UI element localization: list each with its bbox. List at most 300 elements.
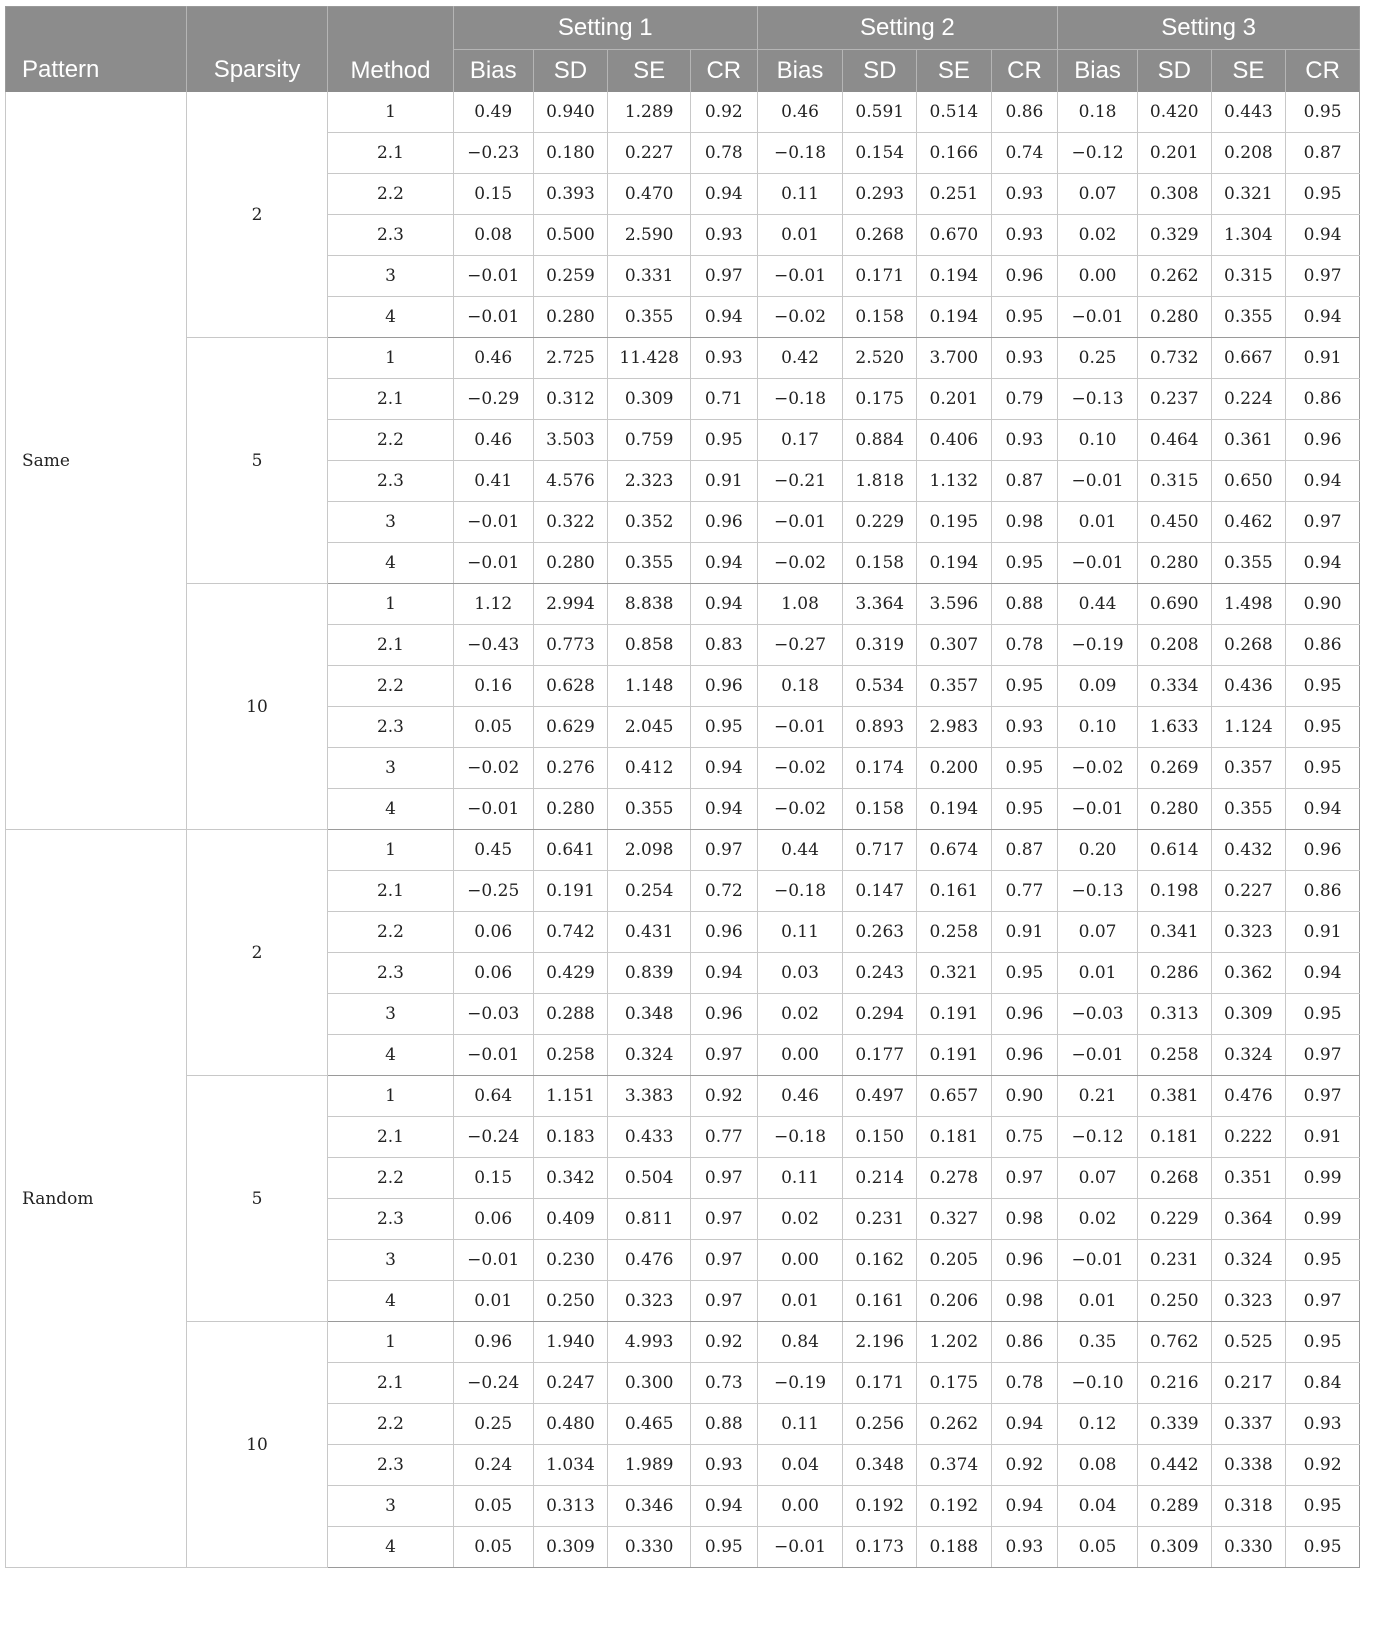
sd-cell: 0.442	[1137, 1445, 1211, 1486]
bias-cell: 0.02	[1058, 215, 1138, 256]
sd-cell: 1.940	[533, 1322, 608, 1363]
cr-cell: 0.78	[691, 133, 758, 174]
cr-cell: 0.92	[1286, 1445, 1360, 1486]
se-cell: 0.181	[917, 1117, 992, 1158]
se-cell: 0.201	[917, 379, 992, 420]
cr-cell: 0.86	[1286, 625, 1360, 666]
se-cell: 2.323	[608, 461, 691, 502]
sd-cell: 0.191	[533, 871, 608, 912]
bias-cell: −0.01	[453, 1240, 533, 1281]
pattern-cell: Random	[6, 830, 187, 1568]
bias-cell: −0.24	[453, 1117, 533, 1158]
cr-cell: 0.93	[991, 420, 1058, 461]
cr-cell: 0.93	[991, 1527, 1058, 1568]
cr-cell: 0.78	[991, 625, 1058, 666]
se-cell: 0.348	[608, 994, 691, 1035]
bias-cell: −0.01	[1058, 1035, 1138, 1076]
method-cell: 4	[328, 1527, 454, 1568]
cr-cell: 0.93	[691, 215, 758, 256]
se-cell: 0.194	[917, 789, 992, 830]
method-cell: 2.1	[328, 625, 454, 666]
bias-cell: −0.13	[1058, 379, 1138, 420]
cr-cell: 0.94	[691, 789, 758, 830]
method-cell: 2.1	[328, 871, 454, 912]
cr-cell: 0.96	[691, 502, 758, 543]
sd-cell: 0.342	[533, 1158, 608, 1199]
sd-cell: 3.503	[533, 420, 608, 461]
se-cell: 0.364	[1211, 1199, 1286, 1240]
cr-cell: 0.98	[991, 1281, 1058, 1322]
sparsity-cell: 2	[186, 92, 327, 338]
bias-cell: 0.01	[453, 1281, 533, 1322]
bias-cell: −0.25	[453, 871, 533, 912]
sd-cell: 0.280	[1137, 789, 1211, 830]
cr-cell: 0.92	[691, 1322, 758, 1363]
sd-cell: 0.309	[533, 1527, 608, 1568]
cr-cell: 0.94	[691, 748, 758, 789]
sd-cell: 2.725	[533, 338, 608, 379]
sd-cell: 3.364	[843, 584, 917, 625]
cr-cell: 0.94	[1286, 789, 1360, 830]
bias-cell: −0.01	[1058, 543, 1138, 584]
bias-cell: 0.06	[453, 912, 533, 953]
bias-cell: 0.07	[1058, 1158, 1138, 1199]
sd-cell: 0.381	[1137, 1076, 1211, 1117]
cr-cell: 0.95	[1286, 92, 1360, 133]
method-cell: 1	[328, 1076, 454, 1117]
table-row	[6, 1076, 1360, 1117]
method-cell: 2.2	[328, 174, 454, 215]
se-cell: 1.989	[608, 1445, 691, 1486]
cr-cell: 0.93	[991, 338, 1058, 379]
cr-cell: 0.95	[991, 543, 1058, 584]
method-cell: 1	[328, 584, 454, 625]
cr-cell: 0.93	[691, 338, 758, 379]
se-cell: 0.251	[917, 174, 992, 215]
cr-cell: 0.96	[991, 256, 1058, 297]
se-cell: 1.289	[608, 92, 691, 133]
bias-cell: 0.02	[757, 1199, 843, 1240]
results-table	[5, 6, 1360, 1568]
cr-cell: 0.96	[991, 994, 1058, 1035]
cr-cell: 0.99	[1286, 1199, 1360, 1240]
sd-cell: 0.183	[533, 1117, 608, 1158]
se-cell: 0.759	[608, 420, 691, 461]
bias-cell: −0.02	[757, 297, 843, 338]
method-cell: 2.1	[328, 379, 454, 420]
cr-cell: 0.95	[991, 297, 1058, 338]
cr-cell: 0.96	[991, 1240, 1058, 1281]
cr-cell: 0.90	[991, 1076, 1058, 1117]
sd-cell: 0.464	[1137, 420, 1211, 461]
se-cell: 0.355	[1211, 297, 1286, 338]
bias-cell: 1.12	[453, 584, 533, 625]
cr-cell: 0.95	[1286, 174, 1360, 215]
bias-cell: −0.01	[1058, 789, 1138, 830]
sd-cell: 0.229	[1137, 1199, 1211, 1240]
cr-cell: 0.92	[691, 92, 758, 133]
se-cell: 0.839	[608, 953, 691, 994]
se-cell: 0.331	[608, 256, 691, 297]
sd-cell: 0.312	[533, 379, 608, 420]
cr-cell: 0.83	[691, 625, 758, 666]
cr-cell: 0.94	[691, 584, 758, 625]
se-cell: 0.258	[917, 912, 992, 953]
bias-cell: −0.01	[757, 256, 843, 297]
se-cell: 0.254	[608, 871, 691, 912]
bias-cell: 0.24	[453, 1445, 533, 1486]
bias-cell: −0.02	[757, 789, 843, 830]
cr-cell: 0.94	[1286, 297, 1360, 338]
se-cell: 0.175	[917, 1363, 992, 1404]
setting-3-header: Setting 3	[1058, 7, 1360, 50]
sd-cell: 0.230	[533, 1240, 608, 1281]
cr-cell: 0.98	[991, 502, 1058, 543]
method-cell: 3	[328, 256, 454, 297]
se-cell: 0.324	[608, 1035, 691, 1076]
sd-cell: 0.420	[1137, 92, 1211, 133]
cr-cell: 0.94	[691, 297, 758, 338]
bias-cell: 0.10	[1058, 707, 1138, 748]
se-header: SE	[1211, 50, 1286, 93]
bias-header: Bias	[757, 50, 843, 93]
bias-cell: −0.02	[1058, 748, 1138, 789]
method-cell: 2.1	[328, 1363, 454, 1404]
method-cell: 4	[328, 297, 454, 338]
bias-cell: 0.05	[1058, 1527, 1138, 1568]
bias-cell: −0.01	[453, 789, 533, 830]
bias-cell: −0.01	[453, 502, 533, 543]
bias-cell: −0.02	[453, 748, 533, 789]
bias-cell: −0.01	[757, 707, 843, 748]
sd-cell: 0.262	[1137, 256, 1211, 297]
bias-cell: 0.05	[453, 1486, 533, 1527]
cr-cell: 0.75	[991, 1117, 1058, 1158]
bias-cell: 0.46	[453, 338, 533, 379]
se-cell: 0.191	[917, 994, 992, 1035]
bias-cell: −0.01	[1058, 1240, 1138, 1281]
sd-cell: 0.268	[843, 215, 917, 256]
se-cell: 0.321	[1211, 174, 1286, 215]
cr-cell: 0.93	[991, 215, 1058, 256]
sd-cell: 0.158	[843, 543, 917, 584]
se-cell: 0.166	[917, 133, 992, 174]
cr-cell: 0.73	[691, 1363, 758, 1404]
bias-cell: 0.01	[757, 1281, 843, 1322]
se-cell: 11.428	[608, 338, 691, 379]
method-cell: 4	[328, 1281, 454, 1322]
bias-cell: 0.05	[453, 1527, 533, 1568]
sd-cell: 0.591	[843, 92, 917, 133]
sd-cell: 0.322	[533, 502, 608, 543]
bias-cell: −0.29	[453, 379, 533, 420]
bias-cell: −0.03	[1058, 994, 1138, 1035]
method-cell: 4	[328, 789, 454, 830]
se-cell: 0.338	[1211, 1445, 1286, 1486]
sd-cell: 0.629	[533, 707, 608, 748]
sd-cell: 0.773	[533, 625, 608, 666]
setting-2-header: Setting 2	[757, 7, 1058, 50]
bias-cell: 0.06	[453, 1199, 533, 1240]
bias-cell: 0.46	[453, 420, 533, 461]
sd-cell: 0.614	[1137, 830, 1211, 871]
header-spacer	[328, 7, 454, 50]
method-cell: 2.2	[328, 912, 454, 953]
bias-cell: −0.12	[1058, 1117, 1138, 1158]
sd-cell: 0.742	[533, 912, 608, 953]
sd-cell: 0.231	[1137, 1240, 1211, 1281]
sd-cell: 1.151	[533, 1076, 608, 1117]
bias-cell: 0.35	[1058, 1322, 1138, 1363]
cr-cell: 0.95	[991, 789, 1058, 830]
sd-cell: 2.196	[843, 1322, 917, 1363]
bias-cell: 0.44	[757, 830, 843, 871]
cr-cell: 0.95	[991, 748, 1058, 789]
sd-cell: 1.034	[533, 1445, 608, 1486]
cr-cell: 0.95	[1286, 1240, 1360, 1281]
sd-cell: 0.201	[1137, 133, 1211, 174]
sd-header: SD	[533, 50, 608, 93]
cr-cell: 0.91	[1286, 912, 1360, 953]
se-cell: 0.309	[1211, 994, 1286, 1035]
se-cell: 3.700	[917, 338, 992, 379]
bias-cell: 0.25	[1058, 338, 1138, 379]
se-cell: 0.307	[917, 625, 992, 666]
bias-cell: 0.49	[453, 92, 533, 133]
bias-cell: 0.46	[757, 92, 843, 133]
cr-cell: 0.95	[1286, 748, 1360, 789]
cr-cell: 0.95	[691, 707, 758, 748]
bias-cell: 0.11	[757, 1158, 843, 1199]
bias-cell: 0.05	[453, 707, 533, 748]
bias-cell: 0.00	[757, 1240, 843, 1281]
cr-cell: 0.95	[1286, 1527, 1360, 1568]
se-cell: 0.361	[1211, 420, 1286, 461]
sd-cell: 0.237	[1137, 379, 1211, 420]
se-cell: 0.412	[608, 748, 691, 789]
table-row	[6, 1322, 1360, 1363]
bias-cell: 0.00	[757, 1486, 843, 1527]
table-row	[6, 830, 1360, 871]
sd-cell: 0.258	[1137, 1035, 1211, 1076]
se-cell: 0.191	[917, 1035, 992, 1076]
cr-cell: 0.88	[991, 584, 1058, 625]
bias-cell: 0.08	[1058, 1445, 1138, 1486]
se-cell: 4.993	[608, 1322, 691, 1363]
se-cell: 3.596	[917, 584, 992, 625]
se-cell: 0.161	[917, 871, 992, 912]
se-cell: 0.858	[608, 625, 691, 666]
method-header: Method	[328, 50, 454, 93]
bias-cell: −0.24	[453, 1363, 533, 1404]
se-cell: 2.098	[608, 830, 691, 871]
sd-cell: 0.313	[1137, 994, 1211, 1035]
cr-cell: 0.94	[991, 1404, 1058, 1445]
cr-cell: 0.84	[1286, 1363, 1360, 1404]
bias-cell: 0.02	[1058, 1199, 1138, 1240]
cr-cell: 0.96	[1286, 830, 1360, 871]
cr-cell: 0.94	[1286, 215, 1360, 256]
sd-cell: 0.177	[843, 1035, 917, 1076]
sparsity-header: Sparsity	[186, 7, 327, 93]
bias-cell: 0.08	[453, 215, 533, 256]
sd-header: SD	[1137, 50, 1211, 93]
sd-cell: 0.162	[843, 1240, 917, 1281]
cr-cell: 0.97	[1286, 1076, 1360, 1117]
bias-cell: −0.18	[757, 871, 843, 912]
sd-cell: 0.339	[1137, 1404, 1211, 1445]
sd-cell: 0.256	[843, 1404, 917, 1445]
sd-cell: 0.154	[843, 133, 917, 174]
se-cell: 0.337	[1211, 1404, 1286, 1445]
cr-cell: 0.94	[691, 174, 758, 215]
bias-cell: −0.01	[1058, 297, 1138, 338]
se-cell: 0.431	[608, 912, 691, 953]
sd-cell: 0.280	[1137, 297, 1211, 338]
se-cell: 1.304	[1211, 215, 1286, 256]
sd-cell: 0.181	[1137, 1117, 1211, 1158]
sd-cell: 0.171	[843, 1363, 917, 1404]
bias-cell: −0.02	[757, 543, 843, 584]
bias-cell: 0.10	[1058, 420, 1138, 461]
se-cell: 0.194	[917, 297, 992, 338]
sd-cell: 0.147	[843, 871, 917, 912]
se-cell: 2.590	[608, 215, 691, 256]
se-cell: 0.205	[917, 1240, 992, 1281]
sparsity-cell: 10	[186, 584, 327, 830]
bias-cell: −0.21	[757, 461, 843, 502]
cr-cell: 0.94	[691, 953, 758, 994]
sd-cell: 0.286	[1137, 953, 1211, 994]
sd-cell: 4.576	[533, 461, 608, 502]
cr-cell: 0.97	[691, 1240, 758, 1281]
method-cell: 2.3	[328, 953, 454, 994]
se-cell: 0.200	[917, 748, 992, 789]
cr-cell: 0.95	[691, 420, 758, 461]
cr-cell: 0.91	[1286, 1117, 1360, 1158]
bias-cell: 0.02	[757, 994, 843, 1035]
se-cell: 0.224	[1211, 379, 1286, 420]
sd-cell: 0.250	[533, 1281, 608, 1322]
bias-cell: 0.44	[1058, 584, 1138, 625]
sd-cell: 0.263	[843, 912, 917, 953]
se-header: SE	[608, 50, 691, 93]
sd-cell: 0.732	[1137, 338, 1211, 379]
cr-cell: 0.95	[1286, 666, 1360, 707]
table-row	[6, 584, 1360, 625]
bias-cell: 0.64	[453, 1076, 533, 1117]
bias-cell: −0.19	[1058, 625, 1138, 666]
table-header	[6, 7, 1360, 93]
cr-header: CR	[991, 50, 1058, 93]
sd-cell: 0.313	[533, 1486, 608, 1527]
bias-cell: −0.18	[757, 133, 843, 174]
sd-cell: 2.520	[843, 338, 917, 379]
se-cell: 0.222	[1211, 1117, 1286, 1158]
bias-cell: −0.01	[453, 256, 533, 297]
sd-cell: 0.268	[1137, 1158, 1211, 1199]
se-cell: 0.352	[608, 502, 691, 543]
method-cell: 3	[328, 748, 454, 789]
cr-cell: 0.92	[691, 1076, 758, 1117]
method-cell: 2.3	[328, 461, 454, 502]
sd-cell: 0.500	[533, 215, 608, 256]
cr-cell: 0.98	[991, 1199, 1058, 1240]
se-cell: 8.838	[608, 584, 691, 625]
se-cell: 0.667	[1211, 338, 1286, 379]
cr-cell: 0.97	[691, 1035, 758, 1076]
cr-cell: 0.97	[1286, 502, 1360, 543]
cr-cell: 0.77	[691, 1117, 758, 1158]
bias-cell: 0.20	[1058, 830, 1138, 871]
bias-cell: 0.01	[1058, 502, 1138, 543]
se-cell: 0.514	[917, 92, 992, 133]
bias-cell: 0.41	[453, 461, 533, 502]
setting-1-header: Setting 1	[453, 7, 757, 50]
sd-cell: 0.198	[1137, 871, 1211, 912]
bias-cell: −0.23	[453, 133, 533, 174]
se-cell: 0.504	[608, 1158, 691, 1199]
cr-cell: 0.91	[991, 912, 1058, 953]
se-cell: 0.330	[1211, 1527, 1286, 1568]
sd-cell: 0.216	[1137, 1363, 1211, 1404]
sd-cell: 0.161	[843, 1281, 917, 1322]
se-cell: 1.124	[1211, 707, 1286, 748]
bias-cell: 0.00	[1058, 256, 1138, 297]
bias-cell: 0.06	[453, 953, 533, 994]
se-cell: 0.355	[1211, 789, 1286, 830]
sd-cell: 0.628	[533, 666, 608, 707]
se-cell: 0.227	[608, 133, 691, 174]
se-cell: 0.262	[917, 1404, 992, 1445]
cr-cell: 0.97	[691, 1158, 758, 1199]
sd-cell: 0.214	[843, 1158, 917, 1199]
cr-cell: 0.97	[1286, 1035, 1360, 1076]
cr-cell: 0.78	[991, 1363, 1058, 1404]
bias-cell: 0.84	[757, 1322, 843, 1363]
cr-cell: 0.94	[991, 1486, 1058, 1527]
se-cell: 0.324	[1211, 1240, 1286, 1281]
sd-cell: 0.280	[533, 789, 608, 830]
sd-cell: 0.393	[533, 174, 608, 215]
method-cell: 2.3	[328, 1199, 454, 1240]
sd-cell: 0.158	[843, 297, 917, 338]
sd-cell: 0.208	[1137, 625, 1211, 666]
sd-cell: 0.497	[843, 1076, 917, 1117]
se-cell: 0.443	[1211, 92, 1286, 133]
bias-header: Bias	[1058, 50, 1138, 93]
sd-cell: 0.258	[533, 1035, 608, 1076]
sd-cell: 0.280	[1137, 543, 1211, 584]
sd-cell: 0.893	[843, 707, 917, 748]
sd-cell: 0.289	[1137, 1486, 1211, 1527]
se-header: SE	[917, 50, 992, 93]
sd-cell: 0.294	[843, 994, 917, 1035]
sd-cell: 0.940	[533, 92, 608, 133]
sd-cell: 0.717	[843, 830, 917, 871]
cr-cell: 0.95	[691, 1527, 758, 1568]
cr-cell: 0.94	[1286, 543, 1360, 584]
bias-cell: 0.07	[1058, 174, 1138, 215]
se-cell: 0.470	[608, 174, 691, 215]
cr-cell: 0.97	[1286, 1281, 1360, 1322]
sd-cell: 1.818	[843, 461, 917, 502]
cr-cell: 0.93	[691, 1445, 758, 1486]
cr-cell: 0.93	[1286, 1404, 1360, 1445]
se-cell: 1.132	[917, 461, 992, 502]
cr-cell: 0.94	[1286, 461, 1360, 502]
se-cell: 0.476	[1211, 1076, 1286, 1117]
